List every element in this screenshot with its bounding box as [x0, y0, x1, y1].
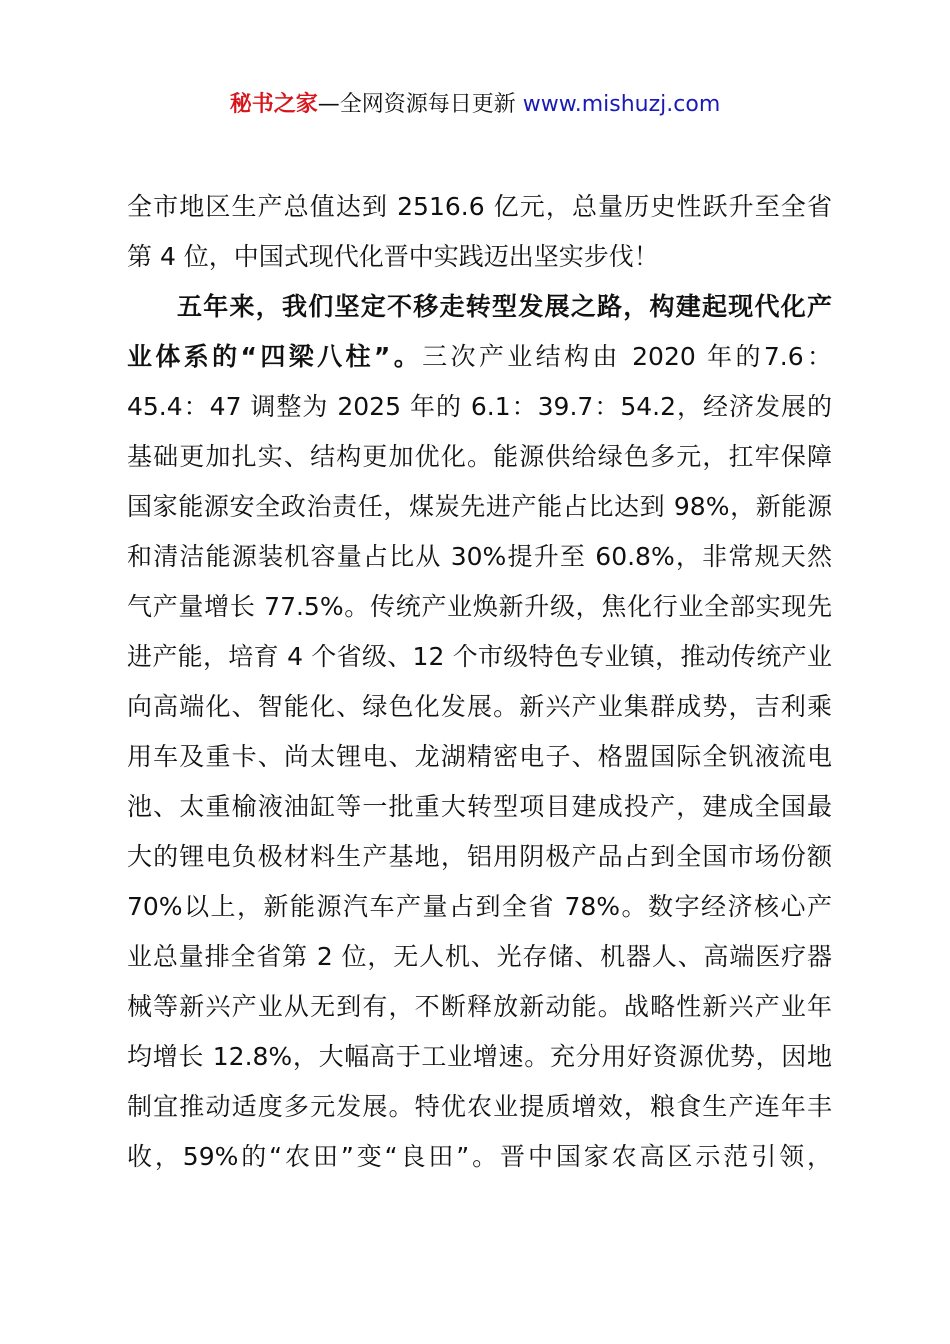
- bold-heading-line: 五年来，我们坚定不移走转型发展之路，构建起现代化产: [177, 292, 832, 321]
- document-body: [127, 182, 832, 1182]
- page-header: [0, 88, 950, 122]
- header-url-link[interactable]: www.mishuzj.com: [522, 92, 721, 117]
- text-line: 45.4：47 调整为 2025 年的 6.1：39.7：54.2，经济发展的: [127, 392, 832, 421]
- text-segment: 三次产业结构由 2020 年的7.6：: [422, 342, 833, 371]
- text-line: 70%以上，新能源汽车产量占到全省 78%。数字经济核心产: [127, 892, 832, 921]
- bold-heading-segment: 业体系的“四梁八柱”。: [127, 342, 423, 371]
- text-line: 基础更加扎实、结构更加优化。能源供给绿色多元，扛牢保障: [127, 442, 832, 471]
- text-line: 气产量增长 77.5%。传统产业焕新升级，焦化行业全部实现先: [127, 592, 832, 621]
- text-line: 国家能源安全政治责任，煤炭先进产能占比达到 98%，新能源: [127, 492, 832, 521]
- text-line: 业总量排全省第 2 位，无人机、光存储、机器人、高端医疗器: [127, 942, 832, 971]
- text-line: 进产能，培育 4 个省级、12 个市级特色专业镇，推动传统产业: [127, 642, 832, 671]
- text-line: 用车及重卡、尚太锂电、龙湖精密电子、格盟国际全钒液流电: [127, 742, 832, 771]
- text-line: 械等新兴产业从无到有，不断释放新动能。战略性新兴产业年: [127, 992, 832, 1021]
- text-line: 和清洁能源装机容量占比从 30%提升至 60.8%，非常规天然: [127, 542, 832, 571]
- header-brand: 秘书之家: [229, 92, 318, 117]
- text-line: 均增长 12.8%，大幅高于工业增速。充分用好资源优势，因地: [127, 1042, 832, 1071]
- text-line: 第 4 位，中国式现代化晋中实践迈出坚实步伐！: [127, 242, 659, 271]
- text-line: 全市地区生产总值达到 2516.6 亿元，总量历史性跃升至全省: [127, 192, 832, 221]
- header-tagline: 全网资源每日更新: [339, 92, 523, 117]
- text-line: 制宜推动适度多元发展。特优农业提质增效，粮食生产连年丰: [127, 1092, 832, 1121]
- text-line: [127, 332, 832, 382]
- text-line: 向高端化、智能化、绿色化发展。新兴产业集群成势，吉利乘: [127, 692, 832, 721]
- text-line: 池、太重榆液油缸等一批重大转型项目建成投产，建成全国最: [127, 792, 832, 821]
- header-dash: —: [317, 92, 340, 117]
- text-line: 收，59%的“农田”变“良田”。晋中国家农高区示范引领，: [127, 1142, 832, 1171]
- text-line: 大的锂电负极材料生产基地，铝用阴极产品占到全国市场份额: [127, 842, 832, 871]
